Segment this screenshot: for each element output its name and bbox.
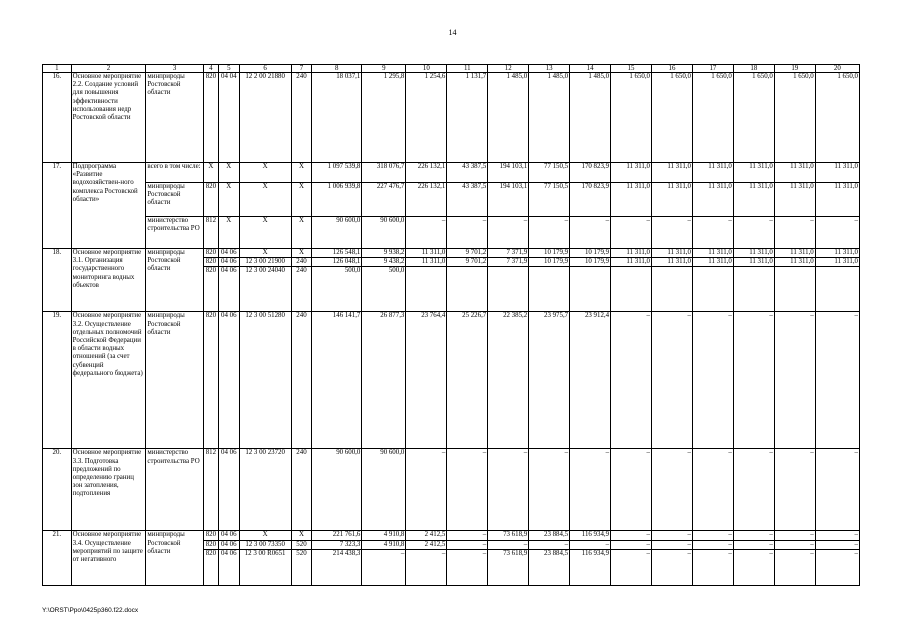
expense-type-code: 240 [291,258,311,267]
amount-cell: 11 311,0 [692,249,733,258]
amount-cell: 11 311,0 [652,163,693,183]
amount-cell: – [815,217,859,249]
expense-type-code: Х [291,531,311,540]
grbs-code: 820 [203,549,218,585]
column-number: 4 [203,65,218,73]
amount-cell: 10 179,9 [570,258,611,267]
amount-cell: – [733,531,774,540]
amount-cell: 1 650,0 [611,73,652,163]
grbs-code: 820 [203,249,218,258]
measure-name: Основное мероприятие 3.1. Организация государственного мониторинга водных объектов [71,249,146,312]
expense-type-code: 520 [291,540,311,549]
amount-cell [774,267,815,312]
amount-cell: 11 311,0 [733,249,774,258]
amount-cell: – [652,217,693,249]
amount-cell: 11 311,0 [774,249,815,258]
grbs-code: 820 [203,258,218,267]
amount-cell: – [733,540,774,549]
amount-cell: – [570,540,611,549]
amount-cell: 9 701,2 [447,258,488,267]
grbs-code: 820 [203,183,218,217]
grbs-code: 820 [203,540,218,549]
target-article-code: Х [239,531,291,540]
amount-cell: 11 311,0 [815,183,859,217]
amount-cell: 11 311,0 [406,258,447,267]
amount-cell: 1 650,0 [774,73,815,163]
amount-cell: 11 311,0 [692,163,733,183]
amount-cell: – [652,312,693,449]
amount-cell: – [652,449,693,531]
amount-cell: 11 311,0 [774,163,815,183]
amount-cell: 194 103,1 [488,163,529,183]
expense-type-code: 240 [291,312,311,449]
amount-cell: – [611,312,652,449]
amount-cell: – [570,449,611,531]
amount-cell [692,267,733,312]
file-path-footer: Y:\ORST\Ppo\0425p360.f22.docx [42,607,139,614]
amount-cell: – [692,217,733,249]
amount-cell: – [815,531,859,540]
table-row [43,217,860,249]
amount-cell: 77 150,5 [529,163,570,183]
amount-cell: 10 179,9 [570,249,611,258]
amount-cell: 23 912,4 [570,312,611,449]
amount-cell: 90 600,0 [312,449,362,531]
amount-cell [488,267,529,312]
amount-cell: – [529,217,570,249]
amount-cell: 23 975,7 [529,312,570,449]
amount-cell: 1 650,0 [733,73,774,163]
column-number: 3 [146,65,203,73]
section-code: 04 06 [219,540,239,549]
amount-cell: – [488,540,529,549]
amount-cell: 170 823,9 [570,183,611,217]
amount-cell: 1 131,7 [447,73,488,163]
amount-cell: – [733,217,774,249]
amount-cell: – [406,449,447,531]
target-article-code: 12 3 00 51280 [239,312,291,449]
amount-cell: – [815,549,859,585]
amount-cell: – [815,312,859,449]
column-number: 19 [774,65,815,73]
row-number: 19. [43,312,72,449]
table-row [43,249,860,258]
section-code: 04 06 [219,258,239,267]
row-number: 20. [43,449,72,531]
amount-cell: 126 548,1 [312,249,362,258]
amount-cell: – [692,540,733,549]
amount-cell: 18 037,1 [312,73,362,163]
amount-cell: 11 311,0 [611,249,652,258]
amount-cell: – [815,449,859,531]
section-code: 04 06 [219,249,239,258]
column-number: 15 [611,65,652,73]
target-article-code: Х [239,183,291,217]
grbs-code: 820 [203,312,218,449]
table-row [43,449,860,531]
target-article-code: 12 3 00 24040 [239,267,291,312]
amount-cell: – [529,449,570,531]
amount-cell: 22 385,2 [488,312,529,449]
amount-cell: – [611,540,652,549]
amount-cell: – [488,449,529,531]
page-number: 14 [448,28,457,37]
measure-name: Основное мероприятие 2.2. Создание условий для повышения эффективности использования недр Ростовской области [71,73,146,163]
amount-cell: 116 934,9 [570,531,611,540]
executor: министерство строительства РО [146,449,203,531]
amount-cell: 7 323,3 [312,540,362,549]
amount-cell: 9 701,2 [447,249,488,258]
amount-cell: – [774,540,815,549]
amount-cell: – [733,549,774,585]
row-number: 18. [43,249,72,312]
amount-cell: 11 311,0 [733,163,774,183]
amount-cell: 2 412,5 [406,531,447,540]
amount-cell: – [447,540,488,549]
amount-cell: 7 371,9 [488,258,529,267]
table-row [43,183,860,217]
amount-cell: 1 097 539,8 [312,163,362,183]
amount-cell: – [774,217,815,249]
amount-cell: 500,0 [362,267,406,312]
executor: всего в том числе: [146,163,203,183]
amount-cell: 1 650,0 [692,73,733,163]
amount-cell: – [774,312,815,449]
amount-cell: 11 311,0 [611,163,652,183]
amount-cell: 23 884,5 [529,549,570,585]
amount-cell: – [692,531,733,540]
section-code: Х [219,163,239,183]
amount-cell: – [652,531,693,540]
amount-cell: – [529,540,570,549]
amount-cell [447,267,488,312]
expense-type-code: Х [291,249,311,258]
target-article-code: 12 3 00 21900 [239,258,291,267]
grbs-code: 812 [203,449,218,531]
amount-cell: 10 179,9 [529,258,570,267]
amount-cell: 23 884,5 [529,531,570,540]
grbs-code: Х [203,163,218,183]
amount-cell: 11 311,0 [774,183,815,217]
amount-cell: – [692,549,733,585]
amount-cell: – [611,549,652,585]
amount-cell: 90 600,0 [362,449,406,531]
measure-name: Основное мероприятие 3.3. Подготовка предложений по определению границ зон затопления, подтопления [71,449,146,531]
amount-cell: – [611,449,652,531]
section-code: 04 06 [219,449,239,531]
amount-cell: – [733,312,774,449]
expense-type-code: 520 [291,549,311,585]
amount-cell: 1 254,6 [406,73,447,163]
amount-cell: 26 877,3 [362,312,406,449]
executor: минприроды Ростовской области [146,73,203,163]
amount-cell: – [447,449,488,531]
amount-cell: – [774,449,815,531]
amount-cell: – [406,549,447,585]
amount-cell: 221 761,6 [312,531,362,540]
section-code: 04 06 [219,531,239,540]
table-row [43,73,860,163]
amount-cell [815,267,859,312]
column-number: 2 [71,65,146,73]
table-row [43,312,860,449]
target-article-code: 12 3 00 23720 [239,449,291,531]
amount-cell: 116 934,9 [570,549,611,585]
amount-cell: 90 600,0 [362,217,406,249]
table-row [43,531,860,540]
expense-type-code: 240 [291,73,311,163]
amount-cell: 227 476,7 [362,183,406,217]
measure-name: Подпрограмма «Развитие водохозяйствен-ного комплекса Ростовской области» [71,163,146,249]
amount-cell: – [692,449,733,531]
amount-cell: 194 103,1 [488,183,529,217]
section-code: 04 04 [219,73,239,163]
target-article-code: 12 3 00 R0651 [239,549,291,585]
amount-cell: 11 311,0 [652,183,693,217]
expense-type-code: 240 [291,267,311,312]
measure-name: Основное мероприятие 3.2. Осуществление отдельных полномочий Российской Федерации в области водных отношений (за счет субвенций федерального бюджета) [71,312,146,449]
amount-cell: – [447,549,488,585]
column-number: 5 [219,65,239,73]
amount-cell: 11 311,0 [815,258,859,267]
column-number: 10 [406,65,447,73]
amount-cell: 226 132,1 [406,183,447,217]
amount-cell: – [488,217,529,249]
row-number: 21. [43,531,72,585]
amount-cell [733,267,774,312]
section-code: 04 06 [219,267,239,312]
amount-cell: – [611,217,652,249]
column-number: 1 [43,65,72,73]
target-article-code: Х [239,217,291,249]
section-code: Х [219,217,239,249]
amount-cell [406,267,447,312]
expense-type-code: Х [291,183,311,217]
executor: минприроды Ростовской области [146,183,203,217]
amount-cell: 11 311,0 [692,258,733,267]
grbs-code: 820 [203,531,218,540]
amount-cell: 11 311,0 [652,249,693,258]
amount-cell [652,267,693,312]
amount-cell: 4 910,8 [362,531,406,540]
executor: министерство строительства РО [146,217,203,249]
expense-type-code: 240 [291,449,311,531]
column-number: 18 [733,65,774,73]
column-number: 9 [362,65,406,73]
column-number: 7 [291,65,311,73]
section-code: 04 06 [219,312,239,449]
amount-cell: 1 485,0 [488,73,529,163]
target-article-code: Х [239,163,291,183]
amount-cell: – [611,531,652,540]
amount-cell: 11 311,0 [815,163,859,183]
amount-cell: 1 485,0 [570,73,611,163]
column-number: 17 [692,65,733,73]
executor: минприроды Ростовской области [146,531,203,585]
amount-cell: 77 150,5 [529,183,570,217]
target-article-code: 12 2 00 21880 [239,73,291,163]
budget-table [42,64,860,586]
amount-cell: – [774,531,815,540]
amount-cell: 500,0 [312,267,362,312]
amount-cell: 126 048,1 [312,258,362,267]
amount-cell: 9 438,2 [362,258,406,267]
amount-cell: – [570,217,611,249]
amount-cell: 7 371,9 [488,249,529,258]
row-number: 17. [43,163,72,249]
amount-cell: 73 618,9 [488,531,529,540]
amount-cell: 1 006 939,8 [312,183,362,217]
amount-cell: 1 295,8 [362,73,406,163]
amount-cell: 11 311,0 [774,258,815,267]
row-number: 16. [43,73,72,163]
amount-cell: – [733,449,774,531]
table-row [43,163,860,183]
executor: минприроды Ростовской области [146,312,203,449]
amount-cell: 318 076,7 [362,163,406,183]
amount-cell: 11 311,0 [815,249,859,258]
column-number-row [43,65,860,73]
column-number: 20 [815,65,859,73]
amount-cell: 11 311,0 [611,258,652,267]
amount-cell: 11 311,0 [692,183,733,217]
amount-cell: 73 618,9 [488,549,529,585]
amount-cell: 23 764,4 [406,312,447,449]
executor: минприроды Ростовской области [146,249,203,312]
column-number: 16 [652,65,693,73]
amount-cell [611,267,652,312]
amount-cell: 170 823,9 [570,163,611,183]
column-number: 14 [570,65,611,73]
amount-cell: – [652,540,693,549]
expense-type-code: Х [291,217,311,249]
amount-cell: 90 600,0 [312,217,362,249]
target-article-code: Х [239,249,291,258]
grbs-code: 820 [203,73,218,163]
amount-cell: 10 179,9 [529,249,570,258]
amount-cell: – [692,312,733,449]
target-article-code: 12 3 00 73350 [239,540,291,549]
column-number: 12 [488,65,529,73]
section-code: Х [219,183,239,217]
amount-cell: 25 226,7 [447,312,488,449]
amount-cell [570,267,611,312]
amount-cell: – [447,217,488,249]
amount-cell: 11 311,0 [733,183,774,217]
amount-cell: 214 438,3 [312,549,362,585]
amount-cell: – [362,549,406,585]
amount-cell: 11 311,0 [406,249,447,258]
amount-cell: 146 141,7 [312,312,362,449]
amount-cell: 1 485,0 [529,73,570,163]
grbs-code: 820 [203,267,218,312]
grbs-code: 812 [203,217,218,249]
amount-cell: 1 650,0 [815,73,859,163]
amount-cell: – [406,217,447,249]
amount-cell: 11 311,0 [733,258,774,267]
column-number: 11 [447,65,488,73]
amount-cell: 226 132,1 [406,163,447,183]
measure-name: Основное мероприятие 3.4. Осуществление мероприятий по защите от негативного [71,531,146,585]
column-number: 6 [239,65,291,73]
amount-cell: 43 387,5 [447,183,488,217]
amount-cell: 9 938,2 [362,249,406,258]
amount-cell: – [447,531,488,540]
column-number: 8 [312,65,362,73]
amount-cell: 11 311,0 [652,258,693,267]
amount-cell: 2 412,5 [406,540,447,549]
section-code: 04 06 [219,549,239,585]
amount-cell: 11 311,0 [611,183,652,217]
amount-cell [529,267,570,312]
amount-cell: 1 650,0 [652,73,693,163]
amount-cell: – [774,549,815,585]
column-number: 13 [529,65,570,73]
amount-cell: – [815,540,859,549]
amount-cell: – [652,549,693,585]
amount-cell: 4 910,8 [362,540,406,549]
expense-type-code: Х [291,163,311,183]
amount-cell: 43 387,5 [447,163,488,183]
